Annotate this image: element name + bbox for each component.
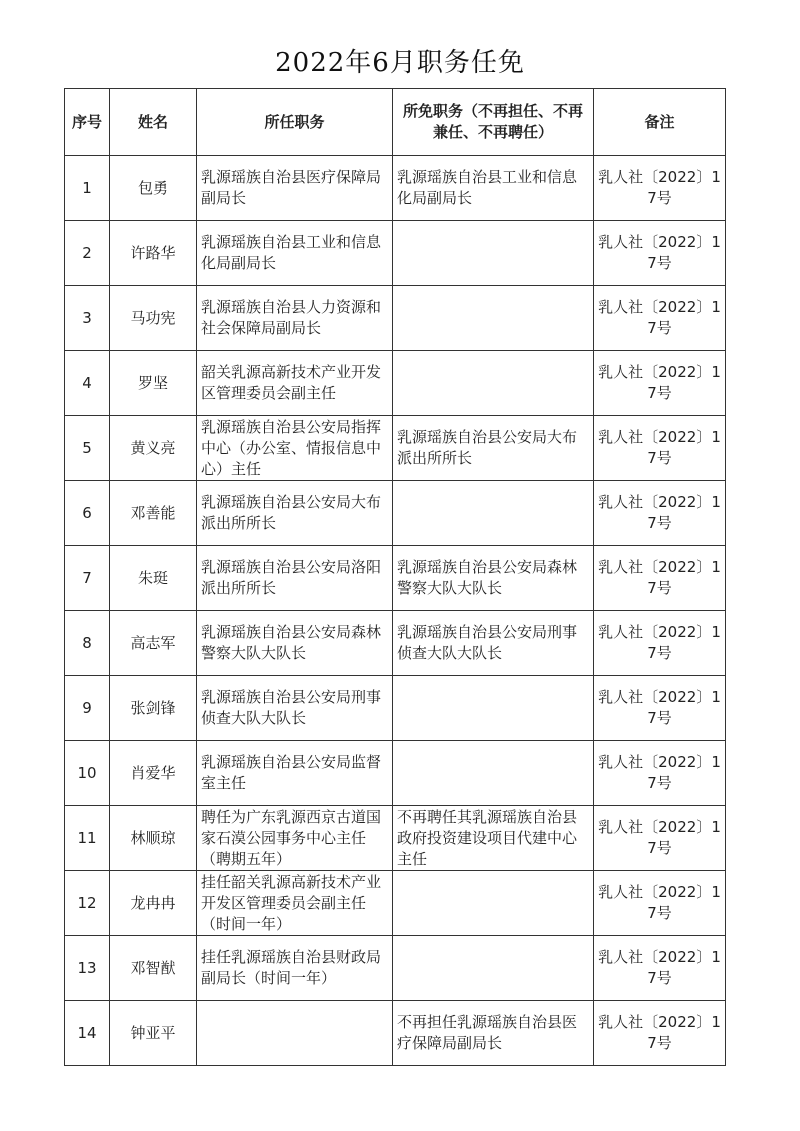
row-appointed: 乳源瑶族自治县公安局监督室主任 (197, 741, 393, 806)
row-name: 钟亚平 (110, 1001, 197, 1066)
table-row (65, 286, 726, 351)
row-removed (393, 351, 594, 416)
header-name: 姓名 (110, 89, 197, 156)
row-name: 朱珽 (110, 546, 197, 611)
row-appointed: 乳源瑶族自治县人力资源和社会保障局副局长 (197, 286, 393, 351)
row-appointed: 挂任韶关乳源高新技术产业开发区管理委员会副主任（时间一年） (197, 871, 393, 936)
row-appointed: 乳源瑶族自治县公安局指挥中心（办公室、情报信息中心）主任 (197, 416, 393, 481)
table-row (65, 351, 726, 416)
row-note: 乳人社〔2022〕17号 (594, 351, 726, 416)
row-appointed: 乳源瑶族自治县公安局刑事侦查大队大队长 (197, 676, 393, 741)
row-name: 张剑锋 (110, 676, 197, 741)
row-index: 6 (65, 481, 110, 546)
row-removed: 乳源瑶族自治县公安局大布派出所所长 (393, 416, 594, 481)
appointment-table (64, 88, 726, 1066)
row-index: 9 (65, 676, 110, 741)
row-name: 邓智猷 (110, 936, 197, 1001)
row-removed: 乳源瑶族自治县公安局刑事侦查大队大队长 (393, 611, 594, 676)
row-index: 11 (65, 806, 110, 871)
row-index: 5 (65, 416, 110, 481)
row-removed (393, 936, 594, 1001)
row-note: 乳人社〔2022〕17号 (594, 1001, 726, 1066)
row-name: 林顺琼 (110, 806, 197, 871)
row-index: 4 (65, 351, 110, 416)
row-name: 许路华 (110, 221, 197, 286)
row-removed: 不再担任乳源瑶族自治县医疗保障局副局长 (393, 1001, 594, 1066)
row-name: 包勇 (110, 156, 197, 221)
row-appointed: 聘任为广东乳源西京古道国家石漠公园事务中心主任（聘期五年） (197, 806, 393, 871)
row-appointed: 挂任乳源瑶族自治县财政局副局长（时间一年） (197, 936, 393, 1001)
row-removed (393, 741, 594, 806)
table-row (65, 936, 726, 1001)
row-removed (393, 286, 594, 351)
row-note: 乳人社〔2022〕17号 (594, 156, 726, 221)
row-name: 龙冉冉 (110, 871, 197, 936)
row-note: 乳人社〔2022〕17号 (594, 871, 726, 936)
row-note: 乳人社〔2022〕17号 (594, 481, 726, 546)
header-note: 备注 (594, 89, 726, 156)
row-removed (393, 676, 594, 741)
row-index: 10 (65, 741, 110, 806)
row-note: 乳人社〔2022〕17号 (594, 286, 726, 351)
row-removed (393, 221, 594, 286)
table-row (65, 676, 726, 741)
row-appointed: 乳源瑶族自治县医疗保障局副局长 (197, 156, 393, 221)
row-note: 乳人社〔2022〕17号 (594, 611, 726, 676)
row-appointed: 乳源瑶族自治县公安局大布派出所所长 (197, 481, 393, 546)
table-row (65, 481, 726, 546)
header-removed: 所免职务（不再担任、不再兼任、不再聘任） (393, 89, 594, 156)
row-name: 马功宪 (110, 286, 197, 351)
row-note: 乳人社〔2022〕17号 (594, 936, 726, 1001)
header-appointed: 所任职务 (197, 89, 393, 156)
table-row (65, 416, 726, 481)
row-name: 罗坚 (110, 351, 197, 416)
row-removed: 乳源瑶族自治县公安局森林警察大队大队长 (393, 546, 594, 611)
row-removed (393, 871, 594, 936)
row-note: 乳人社〔2022〕17号 (594, 221, 726, 286)
row-index: 7 (65, 546, 110, 611)
row-name: 高志军 (110, 611, 197, 676)
row-note: 乳人社〔2022〕17号 (594, 546, 726, 611)
row-appointed: 乳源瑶族自治县公安局洛阳派出所所长 (197, 546, 393, 611)
row-note: 乳人社〔2022〕17号 (594, 416, 726, 481)
table-row (65, 156, 726, 221)
row-removed (393, 481, 594, 546)
table-header-row (65, 89, 726, 156)
row-index: 13 (65, 936, 110, 1001)
row-removed: 乳源瑶族自治县工业和信息化局副局长 (393, 156, 594, 221)
table-row (65, 1001, 726, 1066)
table-row (65, 546, 726, 611)
row-removed: 不再聘任其乳源瑶族自治县政府投资建设项目代建中心主任 (393, 806, 594, 871)
row-index: 14 (65, 1001, 110, 1066)
header-index: 序号 (65, 89, 110, 156)
row-index: 12 (65, 871, 110, 936)
row-note: 乳人社〔2022〕17号 (594, 741, 726, 806)
table-row (65, 221, 726, 286)
table-row (65, 806, 726, 871)
row-note: 乳人社〔2022〕17号 (594, 676, 726, 741)
page-title: 2022年6月职务任免 (275, 48, 525, 78)
row-name: 邓善能 (110, 481, 197, 546)
row-name: 肖爱华 (110, 741, 197, 806)
row-appointed (197, 1001, 393, 1066)
row-index: 8 (65, 611, 110, 676)
row-note: 乳人社〔2022〕17号 (594, 806, 726, 871)
table-row (65, 871, 726, 936)
row-appointed: 乳源瑶族自治县公安局森林警察大队大队长 (197, 611, 393, 676)
row-appointed: 乳源瑶族自治县工业和信息化局副局长 (197, 221, 393, 286)
row-name: 黄义亮 (110, 416, 197, 481)
row-index: 1 (65, 156, 110, 221)
row-appointed: 韶关乳源高新技术产业开发区管理委员会副主任 (197, 351, 393, 416)
table-row (65, 741, 726, 806)
row-index: 2 (65, 221, 110, 286)
table-row (65, 611, 726, 676)
row-index: 3 (65, 286, 110, 351)
